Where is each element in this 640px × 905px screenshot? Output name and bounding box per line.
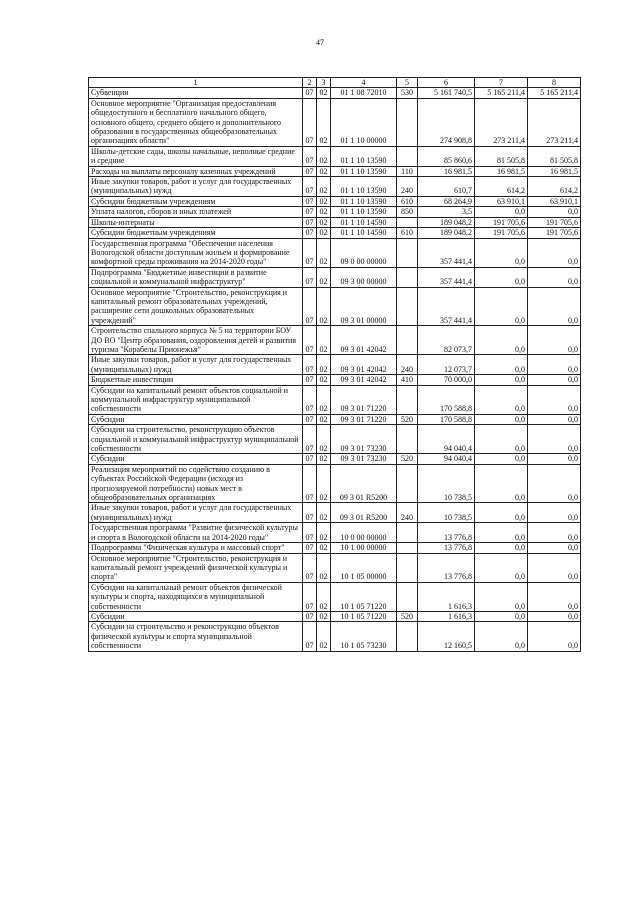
row-amount-2019: 0,0 <box>475 503 528 523</box>
row-amount-2020: 0,0 <box>528 553 581 582</box>
row-target-code: 01 1 10 13590 <box>331 146 397 166</box>
row-section: 07 <box>303 98 317 146</box>
row-amount-2018: 1 616,3 <box>418 582 475 611</box>
table-row <box>89 196 581 206</box>
row-amount-2018: 3,5 <box>418 207 475 217</box>
row-name: Субсидии на строительство, реконструкцию объектов социальной и коммунальной инфраструктур муниципальной собственности <box>89 425 303 454</box>
table-row <box>89 88 581 98</box>
table-row <box>89 425 581 454</box>
row-expense-type <box>397 425 418 454</box>
row-amount-2018: 357 441,4 <box>418 267 475 287</box>
row-amount-2019: 0,0 <box>475 523 528 543</box>
row-amount-2019: 81 505,8 <box>475 146 528 166</box>
row-amount-2018: 357 441,4 <box>418 238 475 267</box>
row-name: Реализация мероприятий по содействию созданию в субъектах Российской Федерации (исходя из прогнозируемой потребности) новых мест в общеобразовательных организациях <box>89 464 303 503</box>
row-subsection: 02 <box>317 166 331 176</box>
row-subsection: 02 <box>317 228 331 238</box>
row-section: 07 <box>303 207 317 217</box>
row-amount-2019: 0,0 <box>475 464 528 503</box>
row-subsection: 02 <box>317 543 331 553</box>
row-subsection: 02 <box>317 177 331 197</box>
row-name: Иные закупки товаров, работ и услуг для государственных (муниципальных) нужд <box>89 355 303 375</box>
row-section: 07 <box>303 464 317 503</box>
row-amount-2018: 357 441,4 <box>418 287 475 326</box>
row-target-code: 01 1 10 00000 <box>331 98 397 146</box>
row-target-code: 09 3 01 73230 <box>331 454 397 464</box>
table-row <box>89 98 581 146</box>
row-target-code: 01 1 10 14590 <box>331 217 397 227</box>
row-section: 07 <box>303 88 317 98</box>
row-amount-2018: 189 048,2 <box>418 228 475 238</box>
table-row <box>89 464 581 503</box>
row-amount-2019: 614,2 <box>475 177 528 197</box>
row-amount-2019: 0,0 <box>475 267 528 287</box>
row-amount-2020: 63 910,1 <box>528 196 581 206</box>
table-row <box>89 177 581 197</box>
table-row <box>89 523 581 543</box>
row-amount-2020: 0,0 <box>528 425 581 454</box>
row-amount-2018: 13 776,8 <box>418 553 475 582</box>
row-amount-2019: 0,0 <box>475 355 528 375</box>
row-target-code: 01 1 10 13590 <box>331 196 397 206</box>
header-cell: 3 <box>317 78 331 88</box>
row-amount-2020: 614,2 <box>528 177 581 197</box>
row-expense-type <box>397 464 418 503</box>
table-row <box>89 385 581 414</box>
row-amount-2019: 0,0 <box>475 454 528 464</box>
row-amount-2018: 68 264,9 <box>418 196 475 206</box>
row-amount-2019: 0,0 <box>475 385 528 414</box>
table-row <box>89 355 581 375</box>
row-amount-2018: 170 588,8 <box>418 385 475 414</box>
header-cell: 8 <box>528 78 581 88</box>
row-expense-type <box>397 523 418 543</box>
row-amount-2019: 0,0 <box>475 553 528 582</box>
header-cell: 4 <box>331 78 397 88</box>
row-section: 07 <box>303 177 317 197</box>
row-name: Государственная программа "Обеспечение населения Вологодской области доступным жильем и формирование комфортной среды проживания на 2014-2020 годы" <box>89 238 303 267</box>
row-expense-type <box>397 543 418 553</box>
row-amount-2019: 63 910,1 <box>475 196 528 206</box>
row-amount-2020: 0,0 <box>528 611 581 621</box>
row-amount-2018: 10 738,5 <box>418 503 475 523</box>
row-subsection: 02 <box>317 454 331 464</box>
row-subsection: 02 <box>317 503 331 523</box>
row-name: Подпрограмма "Бюджетные инвестиции в развитие социальной и коммунальной инфраструктур" <box>89 267 303 287</box>
row-amount-2020: 0,0 <box>528 207 581 217</box>
row-amount-2018: 70 000,0 <box>418 375 475 385</box>
table-row <box>89 611 581 621</box>
row-section: 07 <box>303 425 317 454</box>
row-name: Субсидии на капитальный ремонт объектов физической культуры и спорта, находящихся в муниципальной собственности <box>89 582 303 611</box>
header-cell: 6 <box>418 78 475 88</box>
row-section: 07 <box>303 414 317 424</box>
row-name: Субсидии на капитальный ремонт объектов социальной и коммунальной инфраструктур муниципальной собственности <box>89 385 303 414</box>
row-target-code: 09 3 01 42042 <box>331 375 397 385</box>
row-amount-2019: 0,0 <box>475 375 528 385</box>
budget-table <box>88 77 581 652</box>
row-amount-2020: 0,0 <box>528 464 581 503</box>
row-target-code: 10 1 05 73230 <box>331 622 397 651</box>
row-amount-2020: 0,0 <box>528 267 581 287</box>
row-section: 07 <box>303 553 317 582</box>
row-target-code: 01 1 10 13590 <box>331 207 397 217</box>
row-name: Подпрограмма "Физическая культура и массовый спорт" <box>89 543 303 553</box>
row-amount-2020: 0,0 <box>528 375 581 385</box>
row-name: Субсидии на строительство и реконструкцию объектов физической культуры и спорта муниципальной собственности <box>89 622 303 651</box>
row-name: Субсидии бюджетным учреждениям <box>89 196 303 206</box>
row-section: 07 <box>303 196 317 206</box>
row-amount-2018: 13 776,8 <box>418 523 475 543</box>
table-row <box>89 543 581 553</box>
row-section: 07 <box>303 267 317 287</box>
row-target-code: 09 3 01 71220 <box>331 414 397 424</box>
row-expense-type <box>397 98 418 146</box>
table-row <box>89 207 581 217</box>
row-amount-2019: 0,0 <box>475 207 528 217</box>
row-target-code: 09 3 01 R5200 <box>331 503 397 523</box>
row-expense-type: 520 <box>397 611 418 621</box>
row-subsection: 02 <box>317 326 331 355</box>
row-expense-type <box>397 146 418 166</box>
row-expense-type: 240 <box>397 355 418 375</box>
row-amount-2020: 0,0 <box>528 287 581 326</box>
row-section: 07 <box>303 166 317 176</box>
row-subsection: 02 <box>317 98 331 146</box>
row-target-code: 10 1 05 71220 <box>331 611 397 621</box>
row-expense-type <box>397 217 418 227</box>
row-expense-type <box>397 238 418 267</box>
row-target-code: 09 3 01 R5200 <box>331 464 397 503</box>
row-target-code: 01 1 10 14590 <box>331 228 397 238</box>
table-row <box>89 553 581 582</box>
row-amount-2018: 12 160,5 <box>418 622 475 651</box>
row-amount-2018: 170 588,8 <box>418 414 475 424</box>
row-section: 07 <box>303 238 317 267</box>
row-name: Субсидии бюджетным учреждениям <box>89 228 303 238</box>
row-amount-2020: 0,0 <box>528 385 581 414</box>
row-amount-2019: 273 211,4 <box>475 98 528 146</box>
row-amount-2018: 610,7 <box>418 177 475 197</box>
row-section: 07 <box>303 287 317 326</box>
table-row <box>89 217 581 227</box>
row-amount-2018: 1 616,3 <box>418 611 475 621</box>
row-subsection: 02 <box>317 217 331 227</box>
row-section: 07 <box>303 454 317 464</box>
header-cell: 2 <box>303 78 317 88</box>
row-name: Основное мероприятие "Строительство, реконструкция и капитальный ремонт образовательных учреждений, расширение сети дошкольных образовательных учреждений" <box>89 287 303 326</box>
row-target-code: 09 3 01 71220 <box>331 385 397 414</box>
row-amount-2020: 0,0 <box>528 355 581 375</box>
row-subsection: 02 <box>317 238 331 267</box>
row-amount-2018: 85 860,6 <box>418 146 475 166</box>
row-target-code: 09 3 01 73230 <box>331 425 397 454</box>
row-name: Расходы на выплаты персоналу казенных учреждений <box>89 166 303 176</box>
row-subsection: 02 <box>317 464 331 503</box>
row-expense-type <box>397 553 418 582</box>
row-amount-2018: 189 048,2 <box>418 217 475 227</box>
row-amount-2019: 0,0 <box>475 543 528 553</box>
row-target-code: 10 1 05 00000 <box>331 553 397 582</box>
row-amount-2018: 274 908,8 <box>418 98 475 146</box>
row-target-code: 01 1 08 72010 <box>331 88 397 98</box>
table-row <box>89 582 581 611</box>
row-section: 07 <box>303 582 317 611</box>
row-amount-2020: 191 705,6 <box>528 228 581 238</box>
page-number: 47 <box>316 38 324 47</box>
row-section: 07 <box>303 355 317 375</box>
row-amount-2019: 0,0 <box>475 238 528 267</box>
row-name: Иные закупки товаров, работ и услуг для государственных (муниципальных) нужд <box>89 503 303 523</box>
row-amount-2019: 16 981,5 <box>475 166 528 176</box>
row-subsection: 02 <box>317 375 331 385</box>
row-section: 07 <box>303 375 317 385</box>
row-amount-2020: 16 981,5 <box>528 166 581 176</box>
row-target-code: 10 0 00 00000 <box>331 523 397 543</box>
row-target-code: 09 0 00 00000 <box>331 238 397 267</box>
row-amount-2020: 0,0 <box>528 523 581 543</box>
header-cell: 7 <box>475 78 528 88</box>
table-row <box>89 622 581 651</box>
row-subsection: 02 <box>317 414 331 424</box>
table-row <box>89 228 581 238</box>
row-section: 07 <box>303 543 317 553</box>
row-name: Уплата налогов, сборов и иных платежей <box>89 207 303 217</box>
row-amount-2019: 0,0 <box>475 425 528 454</box>
row-expense-type <box>397 622 418 651</box>
table-row <box>89 287 581 326</box>
row-amount-2020: 0,0 <box>528 582 581 611</box>
row-expense-type: 850 <box>397 207 418 217</box>
table-row <box>89 146 581 166</box>
row-subsection: 02 <box>317 287 331 326</box>
table-row <box>89 166 581 176</box>
row-amount-2020: 0,0 <box>528 326 581 355</box>
row-amount-2020: 0,0 <box>528 622 581 651</box>
row-name: Субсидии <box>89 454 303 464</box>
row-amount-2020: 81 505,8 <box>528 146 581 166</box>
row-section: 07 <box>303 523 317 543</box>
row-target-code: 10 1 05 71220 <box>331 582 397 611</box>
row-expense-type <box>397 267 418 287</box>
row-name: Бюджетные инвестиции <box>89 375 303 385</box>
row-expense-type: 240 <box>397 177 418 197</box>
row-expense-type: 110 <box>397 166 418 176</box>
row-amount-2020: 5 165 211,4 <box>528 88 581 98</box>
row-amount-2020: 0,0 <box>528 414 581 424</box>
table-row <box>89 503 581 523</box>
row-subsection: 02 <box>317 611 331 621</box>
row-subsection: 02 <box>317 425 331 454</box>
row-subsection: 02 <box>317 207 331 217</box>
table-row <box>89 326 581 355</box>
row-name: Субсидии <box>89 611 303 621</box>
table-row <box>89 375 581 385</box>
table-row <box>89 454 581 464</box>
row-expense-type: 240 <box>397 503 418 523</box>
row-subsection: 02 <box>317 355 331 375</box>
row-name: Строительство спального корпуса № 5 на территории БОУ ДО ВО "Центр образования, оздоровления детей и развития туризма "Корабелы Прионежья" <box>89 326 303 355</box>
row-name: Государственная программа "Развитие физической культуры и спорта в Вологодской области на 2014-2020 годы" <box>89 523 303 543</box>
header-cell: 5 <box>397 78 418 88</box>
row-name: Субвенции <box>89 88 303 98</box>
row-subsection: 02 <box>317 553 331 582</box>
row-amount-2018: 16 981,5 <box>418 166 475 176</box>
row-expense-type: 610 <box>397 228 418 238</box>
row-amount-2019: 191 705,6 <box>475 228 528 238</box>
row-name: Школы-детские сады, школы начальные, неполные средние и средние <box>89 146 303 166</box>
row-expense-type <box>397 582 418 611</box>
row-subsection: 02 <box>317 88 331 98</box>
row-amount-2018: 12 073,7 <box>418 355 475 375</box>
row-amount-2020: 0,0 <box>528 503 581 523</box>
row-subsection: 02 <box>317 523 331 543</box>
row-name: Основное мероприятие "Строительство, реконструкция и капитальный ремонт учреждений физической культуры и спорта" <box>89 553 303 582</box>
row-amount-2018: 5 161 740,5 <box>418 88 475 98</box>
row-section: 07 <box>303 217 317 227</box>
row-amount-2018: 94 040,4 <box>418 454 475 464</box>
row-expense-type <box>397 326 418 355</box>
row-amount-2018: 94 040,4 <box>418 425 475 454</box>
row-amount-2019: 5 165 211,4 <box>475 88 528 98</box>
table-row <box>89 414 581 424</box>
row-name: Основное мероприятие "Организация предоставления общедоступного и бесплатного начального общего, основного общего, среднего общего и дополнительного образования в государственных общеобразовательных организациях области" <box>89 98 303 146</box>
row-amount-2019: 0,0 <box>475 414 528 424</box>
row-target-code: 10 1 00 00000 <box>331 543 397 553</box>
row-amount-2019: 0,0 <box>475 582 528 611</box>
row-amount-2018: 13 776,8 <box>418 543 475 553</box>
row-amount-2019: 0,0 <box>475 611 528 621</box>
row-expense-type <box>397 287 418 326</box>
row-section: 07 <box>303 326 317 355</box>
row-target-code: 09 3 01 42042 <box>331 326 397 355</box>
row-subsection: 02 <box>317 582 331 611</box>
row-amount-2020: 0,0 <box>528 238 581 267</box>
row-name: Школы-интернаты <box>89 217 303 227</box>
row-section: 07 <box>303 228 317 238</box>
row-expense-type <box>397 385 418 414</box>
row-target-code: 09 3 01 42042 <box>331 355 397 375</box>
row-section: 07 <box>303 385 317 414</box>
header-row <box>89 78 581 88</box>
row-expense-type: 410 <box>397 375 418 385</box>
row-target-code: 09 3 01 00000 <box>331 287 397 326</box>
row-amount-2020: 0,0 <box>528 454 581 464</box>
row-amount-2020: 191 705,6 <box>528 217 581 227</box>
row-amount-2020: 273 211,4 <box>528 98 581 146</box>
row-subsection: 02 <box>317 622 331 651</box>
row-amount-2019: 0,0 <box>475 622 528 651</box>
row-amount-2018: 10 738,5 <box>418 464 475 503</box>
row-target-code: 09 3 00 00000 <box>331 267 397 287</box>
row-subsection: 02 <box>317 196 331 206</box>
row-amount-2019: 0,0 <box>475 326 528 355</box>
header-cell: 1 <box>89 78 303 88</box>
row-name: Иные закупки товаров, работ и услуг для государственных (муниципальных) нужд <box>89 177 303 197</box>
table-row <box>89 267 581 287</box>
row-section: 07 <box>303 146 317 166</box>
row-expense-type: 520 <box>397 414 418 424</box>
row-expense-type: 530 <box>397 88 418 98</box>
row-subsection: 02 <box>317 146 331 166</box>
row-section: 07 <box>303 503 317 523</box>
row-amount-2019: 191 705,6 <box>475 217 528 227</box>
row-section: 07 <box>303 622 317 651</box>
row-section: 07 <box>303 611 317 621</box>
row-subsection: 02 <box>317 385 331 414</box>
row-amount-2020: 0,0 <box>528 543 581 553</box>
row-amount-2019: 0,0 <box>475 287 528 326</box>
row-name: Субсидии <box>89 414 303 424</box>
row-expense-type: 520 <box>397 454 418 464</box>
row-amount-2018: 82 073,7 <box>418 326 475 355</box>
row-subsection: 02 <box>317 267 331 287</box>
table-row <box>89 238 581 267</box>
row-target-code: 01 1 10 13590 <box>331 177 397 197</box>
row-expense-type: 610 <box>397 196 418 206</box>
row-target-code: 01 1 10 13590 <box>331 166 397 176</box>
